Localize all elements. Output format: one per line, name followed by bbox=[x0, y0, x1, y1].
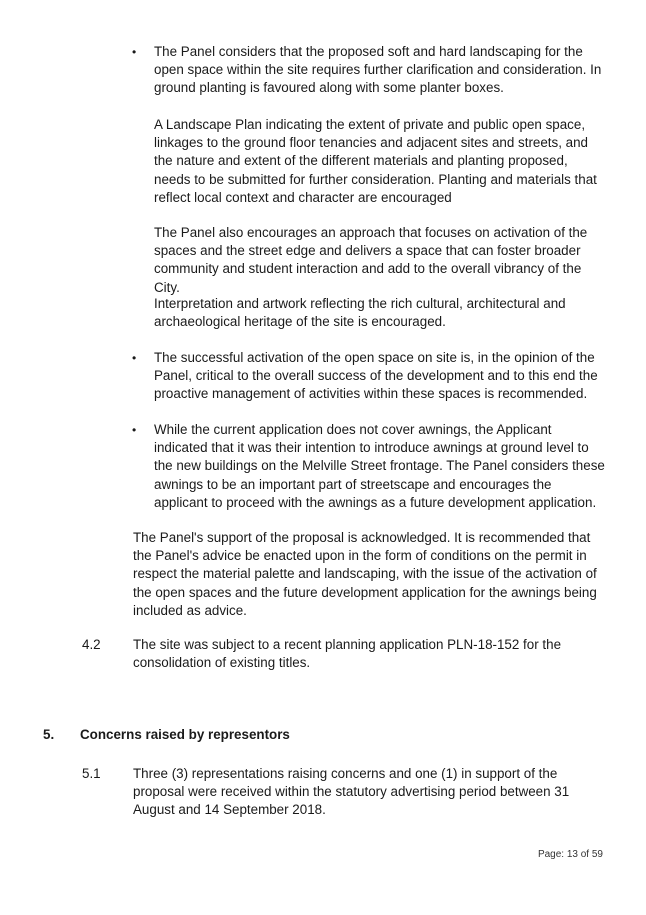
bullet-2-paragraph-1: The successful activation of the open space on site is, in the opinion of the Panel, critical to the overall success of the development and to this end the proactive management of activities within these spaces is recommended. bbox=[154, 350, 598, 402]
page-number: Page: 13 of 59 bbox=[537, 849, 603, 860]
section-number-5: 5. bbox=[43, 727, 55, 742]
bullet-1-paragraph-4: Interpretation and artwork reflecting the rich cultural, architectural and archaeological heritage of the site is encouraged. bbox=[154, 296, 566, 330]
item-text-4-2: The site was subject to a recent planning application PLN-18-152 for the consolidation of existing titles. bbox=[133, 637, 562, 671]
bullet-1-paragraph-2: A Landscape Plan indicating the extent of private and public open space, linkages to the ground floor tenancies and adjacent sites and streets, and the nature and extent of the different materials and planting proposed, needs to be submitted for further consideration. Planting and materials that reflect local context and character are encouraged bbox=[154, 117, 597, 205]
bullet-3-paragraph-1: While the current application does not cover awnings, the Applicant indicated that it was their intention to introduce awnings at ground level to the new buildings on the Melville Street frontage. The Panel considers these awnings to be an important part of streetscape and encourages the applicant to proceed with the awnings as a future development application. bbox=[154, 422, 605, 510]
bullet-marker: • bbox=[132, 45, 137, 59]
bullet-marker: • bbox=[132, 423, 137, 437]
section-title-5: Concerns raised by representors bbox=[80, 727, 290, 742]
item-number-5-1: 5.1 bbox=[82, 766, 101, 781]
bullet-1-paragraph-3: The Panel also encourages an approach that focuses on activation of the spaces and the street edge and delivers a space that can foster broader community and student interaction and add to the overall vibrancy of the City. bbox=[154, 225, 588, 295]
support-paragraph: The Panel's support of the proposal is acknowledged. It is recommended that the Panel's advice be enacted upon in the form of conditions on the permit in respect the material palette and landscaping, with the issue of the activation of the open spaces and the future development application for the awnings being included as advice. bbox=[133, 530, 597, 618]
item-number-4-2: 4.2 bbox=[82, 637, 101, 652]
bullet-marker: • bbox=[132, 351, 137, 365]
bullet-1-paragraph-1: The Panel considers that the proposed soft and hard landscaping for the open space within the site requires further clarification and consideration. In ground planting is favoured along with some planter boxes. bbox=[154, 44, 602, 96]
item-text-5-1: Three (3) representations raising concerns and one (1) in support of the proposal were received within the statutory advertising period between 31 August and 14 September 2018. bbox=[133, 766, 570, 818]
